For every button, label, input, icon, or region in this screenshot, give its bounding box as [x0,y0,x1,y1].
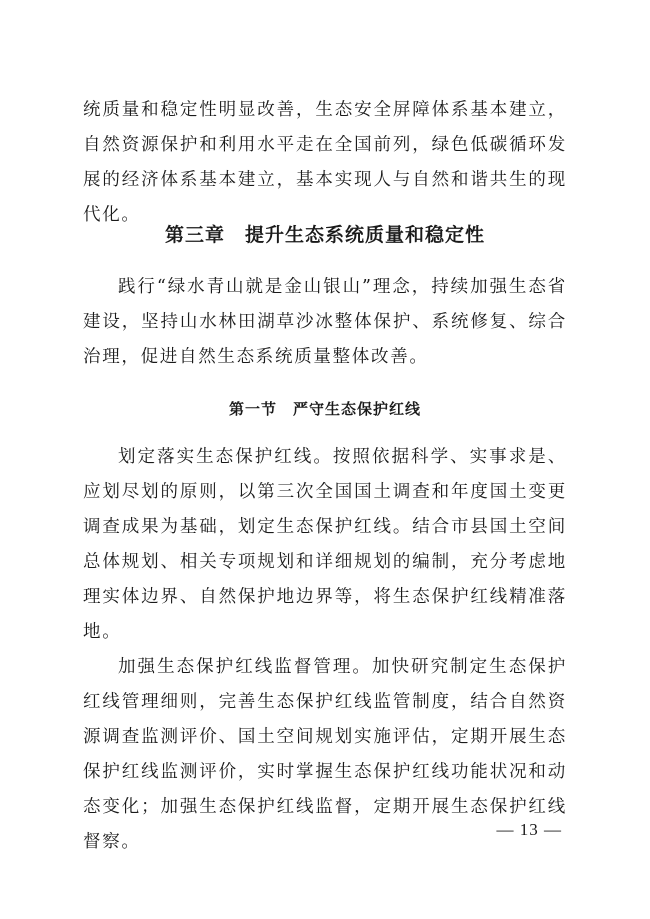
intro-text-block [83,93,567,233]
chapter-title: 第三章 提升生态系统质量和稳定性 [164,224,485,246]
chapter-paragraph: 践行“绿水青山就是金山银山”理念，持续加强生态省建设，坚持山水林田湖草沙冰整体保护、系统修复、综合治理，促进自然生态系统质量整体改善。 [83,277,567,367]
section-paragraph: 划定落实生态保护红线。按照依据科学、实事求是、应划尽划的原则，以第三次全国国土调查和年度国土变更调查成果为基础，划定生态保护红线。结合市县国土空间总体规划、相关专项规划和详细规划的编制，充分考虑地理实体边界、自然保护地边界等，将生态保护红线精准落地。 [83,447,567,642]
section-title: 第一节 严守生态保护红线 [228,400,421,418]
page-number: — 13 — [496,820,562,839]
section-text-block [83,440,567,860]
chapter-text-block [83,270,567,375]
intro-paragraph: 统质量和稳定性明显改善，生态安全屏障体系基本建立，自然资源保护和利用水平走在全国前列，绿色低碳循环发展的经济体系基本建立，基本实现人与自然和谐共生的现代化。 [83,100,567,225]
section-paragraph: 加强生态保护红线监督管理。加快研究制定生态保护红线管理细则，完善生态保护红线监管制度，结合自然资源调查监测评价、国土空间规划实施评估，定期开展生态保护红线监测评价，实时掌握生态保护红线功能状况和动态变化；加强生态保护红线监督，定期开展生态保护红线督察。 [83,657,567,852]
